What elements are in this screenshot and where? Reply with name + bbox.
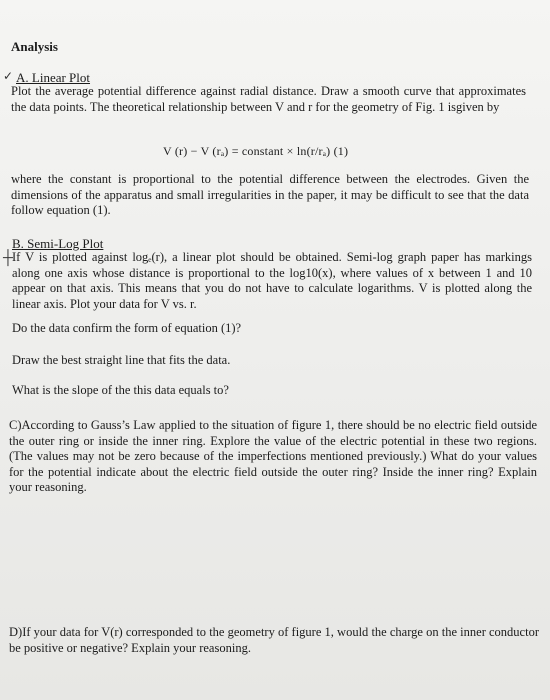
margin-mark-icon: ┼ xyxy=(3,251,13,266)
question-confirm-equation: Do the data confirm the form of equation (1)? xyxy=(12,321,242,335)
section-c-text: C)According to Gauss’s Law applied to the situation of figure 1, there should be no electric field outside the outer ring or inside the inner ring. Explore the value of the electric potential in these two regions. (The values may not be zero because of the imperfections mentioned previously.) What do your values for the potential indicate about the electric field outside the outer ring? Inside the inner ring? Explain your reasoning. xyxy=(9,418,537,494)
section-b-heading: B. Semi-Log Plot xyxy=(12,236,104,251)
analysis-title: Analysis xyxy=(11,39,58,54)
section-a-heading: A. Linear Plot xyxy=(16,70,91,85)
question-slope: What is the slope of the this data equals to? xyxy=(12,383,229,397)
section-a-follow-up: where the constant is proportional to the potential difference between the electrodes. Given the dimensions of the apparatus and small irregularities in the paper, it may be difficult to see that the data follow equation (1). xyxy=(11,172,529,217)
section-b-paragraph: If V is plotted against logₑ(r), a linear plot should be obtained. Semi-log graph paper has markings along one axis whose distance is proportional to the log10(x), where values of x between 1 and 10 appear on that axis. This means that you do not have to calculate logarithms. V is plotted along the linear axis. Plot your data for V vs. r. xyxy=(12,250,532,311)
section-d-text: D)If your data for V(r) corresponded to the geometry of figure 1, would the charge on the inner conductor be positive or negative? Explain your reasoning. xyxy=(9,625,539,655)
section-a-paragraph: Plot the average potential difference against radial distance. Draw a smooth curve that approximates the data points. The theoretical relationship between V and r for the geometry of Fig. 1 isgiven by xyxy=(11,84,526,114)
check-mark-icon: ✓ xyxy=(3,69,14,83)
equation-1: V (r) − V (rₐ) = constant × ln(r/rₐ) (1) xyxy=(163,144,349,158)
question-best-fit-line: Draw the best straight line that fits the data. xyxy=(12,353,231,367)
